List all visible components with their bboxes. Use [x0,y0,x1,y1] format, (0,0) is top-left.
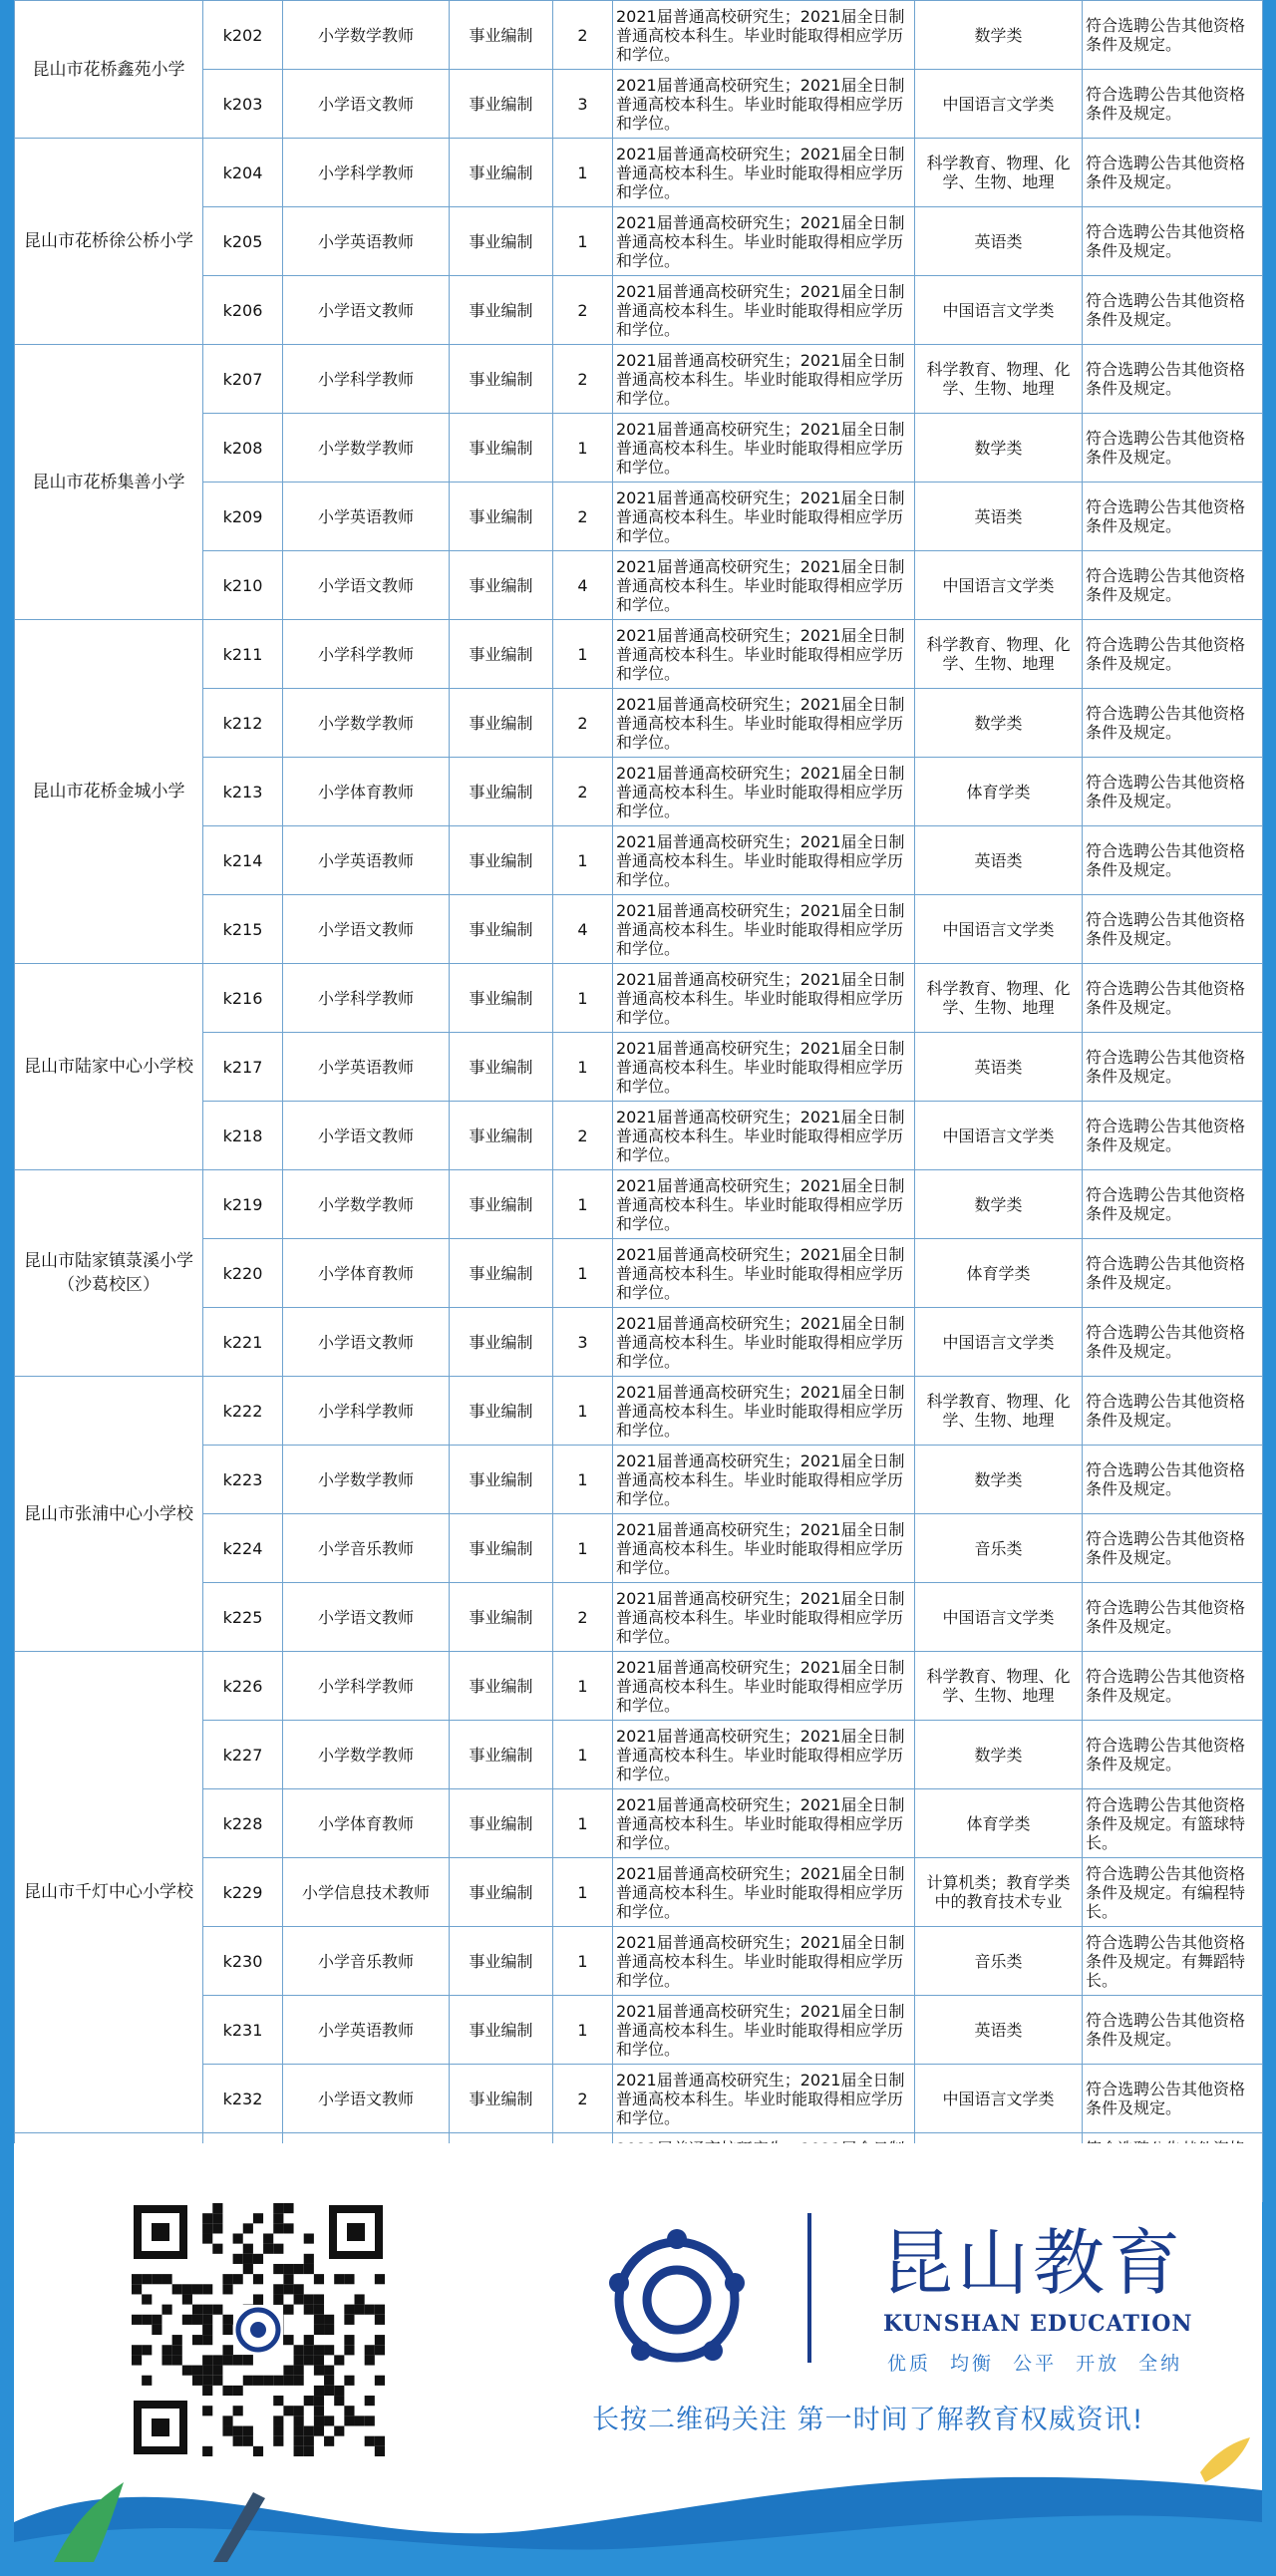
other-requirement: 符合选聘公告其他资格条件及规定。 [1083,207,1263,276]
staffing-type: 事业编制 [450,758,553,826]
staffing-type: 事业编制 [450,414,553,483]
major-requirement: 英语类 [915,483,1083,551]
major-requirement: 英语类 [915,207,1083,276]
position-title: 小学英语教师 [283,1033,450,1102]
major-requirement: 体育学类 [915,758,1083,826]
staffing-type: 事业编制 [450,207,553,276]
other-requirement: 符合选聘公告其他资格条件及规定。 [1083,139,1263,207]
education-requirement: 2021届普通高校研究生；2021届全日制普通高校本科生。毕业时能取得相应学历和学位。 [613,414,915,483]
position-code: k213 [203,758,283,826]
position-code: k223 [203,1446,283,1514]
table-row [15,1170,1263,1239]
education-requirement: 2021届普通高校研究生；2021届全日制普通高校本科生。毕业时能取得相应学历和学位。 [613,276,915,345]
education-requirement: 2021届普通高校研究生；2021届全日制普通高校本科生。毕业时能取得相应学历和学位。 [613,1721,915,1789]
position-title: 小学体育教师 [283,758,450,826]
position-code: k206 [203,276,283,345]
other-requirement: 符合选聘公告其他资格条件及规定。 [1083,620,1263,689]
position-code: k221 [203,1308,283,1377]
position-code: k225 [203,1583,283,1652]
table-row [15,345,1263,414]
table-row [15,139,1263,207]
position-code: k224 [203,1514,283,1583]
staffing-type: 事业编制 [450,1789,553,1858]
other-requirement: 符合选聘公告其他资格条件及规定。 [1083,1446,1263,1514]
major-requirement: 中国语言文学类 [915,1102,1083,1170]
staffing-type: 事业编制 [450,139,553,207]
recruitment-table [14,0,1263,2202]
hiring-count: 1 [553,1170,613,1239]
education-requirement: 2021届普通高校研究生；2021届全日制普通高校本科生。毕业时能取得相应学历和学位。 [613,1858,915,1927]
education-requirement: 2021届普通高校研究生；2021届全日制普通高校本科生。毕业时能取得相应学历和学位。 [613,1789,915,1858]
education-requirement: 2021届普通高校研究生；2021届全日制普通高校本科生。毕业时能取得相应学历和学位。 [613,1308,915,1377]
other-requirement: 符合选聘公告其他资格条件及规定。 [1083,1102,1263,1170]
other-requirement: 符合选聘公告其他资格条件及规定。 [1083,689,1263,758]
education-requirement: 2021届普通高校研究生；2021届全日制普通高校本科生。毕业时能取得相应学历和学位。 [613,1652,915,1721]
other-requirement: 符合选聘公告其他资格条件及规定。 [1083,826,1263,895]
position-code: k216 [203,964,283,1033]
staffing-type: 事业编制 [450,1033,553,1102]
hiring-count: 2 [553,345,613,414]
hiring-count: 3 [553,1308,613,1377]
footer-banner [14,2143,1262,2562]
recruitment-table-body [15,1,1263,2202]
major-requirement: 音乐类 [915,1927,1083,1996]
education-requirement: 2021届普通高校研究生；2021届全日制普通高校本科生。毕业时能取得相应学历和学位。 [613,1996,915,2065]
table-row [15,964,1263,1033]
staffing-type: 事业编制 [450,826,553,895]
staffing-type: 事业编制 [450,1927,553,1996]
other-requirement: 符合选聘公告其他资格条件及规定。有编程特长。 [1083,1858,1263,1927]
school-name: 昆山市千灯中心小学校 [15,1652,203,2133]
position-code: k209 [203,483,283,551]
position-code: k231 [203,1996,283,2065]
major-requirement: 数学类 [915,1170,1083,1239]
other-requirement: 符合选聘公告其他资格条件及规定。 [1083,758,1263,826]
staffing-type: 事业编制 [450,689,553,758]
other-requirement: 符合选聘公告其他资格条件及规定。有舞蹈特长。 [1083,1927,1263,1996]
staffing-type: 事业编制 [450,895,553,964]
position-title: 小学科学教师 [283,1652,450,1721]
staffing-type: 事业编制 [450,1721,553,1789]
hiring-count: 2 [553,758,613,826]
hiring-count: 1 [553,1858,613,1927]
other-requirement: 符合选聘公告其他资格条件及规定。 [1083,276,1263,345]
school-name: 昆山市花桥金城小学 [15,620,203,964]
position-code: k220 [203,1239,283,1308]
education-requirement: 2021届普通高校研究生；2021届全日制普通高校本科生。毕业时能取得相应学历和学位。 [613,758,915,826]
major-requirement: 中国语言文学类 [915,551,1083,620]
other-requirement: 符合选聘公告其他资格条件及规定。 [1083,1514,1263,1583]
position-title: 小学语文教师 [283,551,450,620]
decorative-wave [14,2413,1262,2562]
hiring-count: 1 [553,1927,613,1996]
position-code: k228 [203,1789,283,1858]
position-title: 小学英语教师 [283,826,450,895]
major-requirement: 数学类 [915,689,1083,758]
position-code: k232 [203,2065,283,2133]
major-requirement: 科学教育、物理、化学、生物、地理 [915,620,1083,689]
hiring-count: 2 [553,1,613,70]
other-requirement: 符合选聘公告其他资格条件及规定。 [1083,1170,1263,1239]
school-name: 昆山市花桥鑫苑小学 [15,1,203,139]
hiring-count: 2 [553,1102,613,1170]
other-requirement: 符合选聘公告其他资格条件及规定。 [1083,70,1263,139]
education-requirement: 2021届普通高校研究生；2021届全日制普通高校本科生。毕业时能取得相应学历和学位。 [613,1927,915,1996]
education-requirement: 2021届普通高校研究生；2021届全日制普通高校本科生。毕业时能取得相应学历和学位。 [613,1583,915,1652]
brand-slogan: 优质 均衡 公平 开放 全纳 [887,2353,1183,2375]
staffing-type: 事业编制 [450,1239,553,1308]
education-requirement: 2021届普通高校研究生；2021届全日制普通高校本科生。毕业时能取得相应学历和学位。 [613,483,915,551]
table-row [15,1377,1263,1446]
major-requirement: 体育学类 [915,1789,1083,1858]
position-title: 小学数学教师 [283,689,450,758]
position-code: k218 [203,1102,283,1170]
other-requirement: 符合选聘公告其他资格条件及规定。 [1083,1033,1263,1102]
major-requirement: 英语类 [915,1033,1083,1102]
hiring-count: 2 [553,1583,613,1652]
position-code: k210 [203,551,283,620]
staffing-type: 事业编制 [450,483,553,551]
table-row [15,620,1263,689]
position-title: 小学语文教师 [283,895,450,964]
hiring-count: 1 [553,1446,613,1514]
position-code: k215 [203,895,283,964]
other-requirement: 符合选聘公告其他资格条件及规定。 [1083,1721,1263,1789]
staffing-type: 事业编制 [450,1996,553,2065]
table-row [15,1,1263,70]
staffing-type: 事业编制 [450,1102,553,1170]
position-code: k208 [203,414,283,483]
other-requirement: 符合选聘公告其他资格条件及规定。 [1083,1239,1263,1308]
other-requirement: 符合选聘公告其他资格条件及规定。 [1083,895,1263,964]
staffing-type: 事业编制 [450,276,553,345]
education-requirement: 2021届普通高校研究生；2021届全日制普通高校本科生。毕业时能取得相应学历和学位。 [613,207,915,276]
position-code: k226 [203,1652,283,1721]
other-requirement: 符合选聘公告其他资格条件及规定。 [1083,1652,1263,1721]
position-title: 小学语文教师 [283,2065,450,2133]
major-requirement: 体育学类 [915,1239,1083,1308]
education-requirement: 2021届普通高校研究生；2021届全日制普通高校本科生。毕业时能取得相应学历和学位。 [613,895,915,964]
other-requirement: 符合选聘公告其他资格条件及规定。 [1083,2065,1263,2133]
major-requirement: 数学类 [915,1446,1083,1514]
education-requirement: 2021届普通高校研究生；2021届全日制普通高校本科生。毕业时能取得相应学历和学位。 [613,139,915,207]
other-requirement: 符合选聘公告其他资格条件及规定。 [1083,964,1263,1033]
major-requirement: 计算机类；教育学类中的教育技术专业 [915,1858,1083,1927]
school-name: 昆山市花桥集善小学 [15,345,203,620]
position-code: k207 [203,345,283,414]
other-requirement: 符合选聘公告其他资格条件及规定。 [1083,1996,1263,2065]
school-name: 昆山市张浦中心小学校 [15,1377,203,1652]
position-title: 小学数学教师 [283,1446,450,1514]
position-title: 小学科学教师 [283,620,450,689]
other-requirement: 符合选聘公告其他资格条件及规定。 [1083,1583,1263,1652]
position-code: k229 [203,1858,283,1927]
position-title: 小学科学教师 [283,345,450,414]
staffing-type: 事业编制 [450,964,553,1033]
position-title: 小学语文教师 [283,1102,450,1170]
education-requirement: 2021届普通高校研究生；2021届全日制普通高校本科生。毕业时能取得相应学历和学位。 [613,620,915,689]
education-requirement: 2021届普通高校研究生；2021届全日制普通高校本科生。毕业时能取得相应学历和学位。 [613,345,915,414]
staffing-type: 事业编制 [450,1446,553,1514]
major-requirement: 中国语言文学类 [915,276,1083,345]
other-requirement: 符合选聘公告其他资格条件及规定。 [1083,345,1263,414]
position-code: k227 [203,1721,283,1789]
education-requirement: 2021届普通高校研究生；2021届全日制普通高校本科生。毕业时能取得相应学历和学位。 [613,1514,915,1583]
education-requirement: 2021届普通高校研究生；2021届全日制普通高校本科生。毕业时能取得相应学历和学位。 [613,1377,915,1446]
position-code: k219 [203,1170,283,1239]
position-code: k203 [203,70,283,139]
hiring-count: 1 [553,207,613,276]
education-requirement: 2021届普通高校研究生；2021届全日制普通高校本科生。毕业时能取得相应学历和学位。 [613,70,915,139]
position-title: 小学音乐教师 [283,1927,450,1996]
school-name: 昆山市陆家镇菉溪小学（沙葛校区） [15,1170,203,1377]
major-requirement: 音乐类 [915,1514,1083,1583]
hiring-count: 2 [553,483,613,551]
position-title: 小学科学教师 [283,964,450,1033]
position-title: 小学数学教师 [283,1,450,70]
follow-cta: 长按二维码关注 第一时间了解教育权威资讯! [592,2405,1144,2435]
table-row [15,1652,1263,1721]
major-requirement: 中国语言文学类 [915,2065,1083,2133]
position-code: k214 [203,826,283,895]
position-title: 小学英语教师 [283,483,450,551]
hiring-count: 1 [553,139,613,207]
brand-name-en: KUNSHAN EDUCATION [883,2311,1193,2337]
major-requirement: 科学教育、物理、化学、生物、地理 [915,1652,1083,1721]
other-requirement: 符合选聘公告其他资格条件及规定。 [1083,414,1263,483]
hiring-count: 1 [553,1789,613,1858]
major-requirement: 数学类 [915,414,1083,483]
major-requirement: 中国语言文学类 [915,1583,1083,1652]
staffing-type: 事业编制 [450,1170,553,1239]
staffing-type: 事业编制 [450,1308,553,1377]
major-requirement: 数学类 [915,1721,1083,1789]
position-code: k211 [203,620,283,689]
position-code: k212 [203,689,283,758]
position-title: 小学语文教师 [283,70,450,139]
hiring-count: 1 [553,1721,613,1789]
staffing-type: 事业编制 [450,345,553,414]
hiring-count: 2 [553,689,613,758]
position-title: 小学体育教师 [283,1239,450,1308]
position-title: 小学语文教师 [283,276,450,345]
major-requirement: 中国语言文学类 [915,70,1083,139]
hiring-count: 2 [553,2065,613,2133]
position-code: k205 [203,207,283,276]
major-requirement: 中国语言文学类 [915,1308,1083,1377]
other-requirement: 符合选聘公告其他资格条件及规定。 [1083,551,1263,620]
education-requirement: 2021届普通高校研究生；2021届全日制普通高校本科生。毕业时能取得相应学历和学位。 [613,1239,915,1308]
position-code: k222 [203,1377,283,1446]
position-title: 小学数学教师 [283,1721,450,1789]
staffing-type: 事业编制 [450,1652,553,1721]
school-name: 昆山市花桥徐公桥小学 [15,139,203,345]
position-title: 小学科学教师 [283,1377,450,1446]
position-code: k230 [203,1927,283,1996]
position-title: 小学语文教师 [283,1308,450,1377]
hiring-count: 3 [553,70,613,139]
hiring-count: 1 [553,1996,613,2065]
major-requirement: 科学教育、物理、化学、生物、地理 [915,345,1083,414]
hiring-count: 1 [553,1377,613,1446]
education-requirement: 2021届普通高校研究生；2021届全日制普通高校本科生。毕业时能取得相应学历和学位。 [613,1033,915,1102]
major-requirement: 英语类 [915,1996,1083,2065]
staffing-type: 事业编制 [450,1858,553,1927]
major-requirement: 科学教育、物理、化学、生物、地理 [915,139,1083,207]
position-title: 小学体育教师 [283,1789,450,1858]
hiring-count: 1 [553,414,613,483]
hiring-count: 1 [553,1033,613,1102]
position-title: 小学科学教师 [283,139,450,207]
position-title: 小学英语教师 [283,1996,450,2065]
education-requirement: 2021届普通高校研究生；2021届全日制普通高校本科生。毕业时能取得相应学历和学位。 [613,1446,915,1514]
position-code: k204 [203,139,283,207]
education-requirement: 2021届普通高校研究生；2021届全日制普通高校本科生。毕业时能取得相应学历和学位。 [613,964,915,1033]
school-name: 昆山市陆家中心小学校 [15,964,203,1170]
position-title: 小学语文教师 [283,1583,450,1652]
hiring-count: 1 [553,620,613,689]
position-title: 小学音乐教师 [283,1514,450,1583]
hiring-count: 1 [553,1514,613,1583]
staffing-type: 事业编制 [450,1,553,70]
staffing-type: 事业编制 [450,1377,553,1446]
position-title: 小学英语教师 [283,207,450,276]
education-requirement: 2021届普通高校研究生；2021届全日制普通高校本科生。毕业时能取得相应学历和学位。 [613,1,915,70]
hiring-count: 4 [553,895,613,964]
education-requirement: 2021届普通高校研究生；2021届全日制普通高校本科生。毕业时能取得相应学历和学位。 [613,1170,915,1239]
staffing-type: 事业编制 [450,1514,553,1583]
hiring-count: 2 [553,276,613,345]
hiring-count: 1 [553,1652,613,1721]
position-title: 小学数学教师 [283,1170,450,1239]
position-title: 小学信息技术教师 [283,1858,450,1927]
brand-name-cn: 昆山教育 [881,2221,1185,2305]
education-requirement: 2021届普通高校研究生；2021届全日制普通高校本科生。毕业时能取得相应学历和学位。 [613,689,915,758]
other-requirement: 符合选聘公告其他资格条件及规定。有篮球特长。 [1083,1789,1263,1858]
other-requirement: 符合选聘公告其他资格条件及规定。 [1083,1377,1263,1446]
hiring-count: 4 [553,551,613,620]
major-requirement: 科学教育、物理、化学、生物、地理 [915,964,1083,1033]
major-requirement: 科学教育、物理、化学、生物、地理 [915,1377,1083,1446]
major-requirement: 英语类 [915,826,1083,895]
hiring-count: 1 [553,964,613,1033]
other-requirement: 符合选聘公告其他资格条件及规定。 [1083,1,1263,70]
hiring-count: 1 [553,826,613,895]
position-code: k217 [203,1033,283,1102]
staffing-type: 事业编制 [450,1583,553,1652]
staffing-type: 事业编制 [450,620,553,689]
staffing-type: 事业编制 [450,551,553,620]
brand-divider [807,2213,811,2363]
position-code: k202 [203,1,283,70]
education-requirement: 2021届普通高校研究生；2021届全日制普通高校本科生。毕业时能取得相应学历和学位。 [613,1102,915,1170]
kunshan-education-logo-icon [597,2225,757,2375]
hiring-count: 1 [553,1239,613,1308]
education-requirement: 2021届普通高校研究生；2021届全日制普通高校本科生。毕业时能取得相应学历和学位。 [613,551,915,620]
other-requirement: 符合选聘公告其他资格条件及规定。 [1083,1308,1263,1377]
major-requirement: 数学类 [915,1,1083,70]
education-requirement: 2021届普通高校研究生；2021届全日制普通高校本科生。毕业时能取得相应学历和学位。 [613,2065,915,2133]
position-title: 小学数学教师 [283,414,450,483]
major-requirement: 中国语言文学类 [915,895,1083,964]
staffing-type: 事业编制 [450,2065,553,2133]
other-requirement: 符合选聘公告其他资格条件及规定。 [1083,483,1263,551]
education-requirement: 2021届普通高校研究生；2021届全日制普通高校本科生。毕业时能取得相应学历和学位。 [613,826,915,895]
staffing-type: 事业编制 [450,70,553,139]
